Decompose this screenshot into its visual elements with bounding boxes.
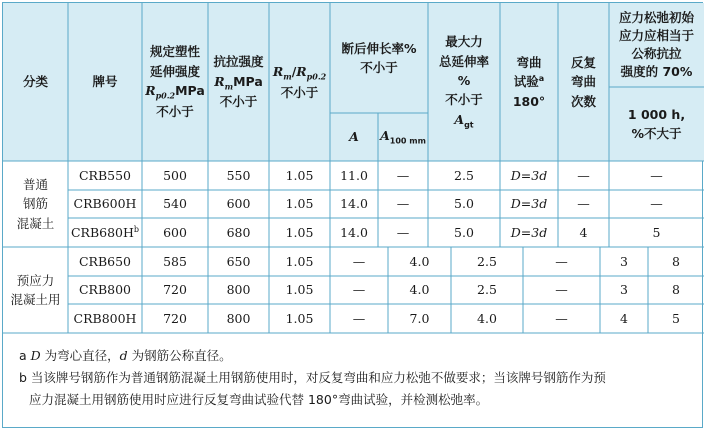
- group-label-ordinary: 普通 钢筋 混凝土: [16, 176, 55, 231]
- table-row-0-rp: 500: [163, 167, 187, 183]
- table-row-0-relax: —: [650, 167, 663, 183]
- table-row-1-agt: 5.0: [454, 196, 474, 212]
- table-row-2-relax: 5: [652, 224, 661, 240]
- footnote-b: b 当该牌号钢筋作为普通钢筋混凝土用钢筋使用时，对反复弯曲和应力松弛不做要求；当该牌号钢筋作为预: [19, 370, 606, 385]
- table-row-3-relax: 8: [672, 253, 680, 269]
- table-row-4-ratio: 1.05: [285, 282, 314, 298]
- table-row-0-agt: 2.5: [454, 167, 474, 183]
- table-row-3-ratio: 1.05: [285, 253, 314, 269]
- table-row-4-bend: —: [555, 282, 568, 298]
- table-row-2-rp: 600: [163, 224, 187, 240]
- table-row-3-agt: 2.5: [477, 253, 497, 269]
- table-row-1-rebend: —: [577, 196, 590, 212]
- table-row-3-a100: 4.0: [409, 253, 430, 269]
- table-row-0-rm: 550: [226, 167, 251, 183]
- table-frame: [2, 2, 703, 428]
- header-stress-relaxation: 应力松弛初始 应力应相当于 公称抗拉 强度的 70%: [618, 9, 694, 80]
- table-row-3-a: —: [352, 253, 366, 269]
- table-row-2-bend: D=3d: [510, 224, 548, 240]
- table-row-4-grade: CRB800: [78, 282, 132, 298]
- header-relaxation-limit: 1 000 h, %不大于: [627, 106, 686, 141]
- table-row-2-rebend: 4: [579, 224, 588, 240]
- header-elongation: 断后伸长率% 不小于: [341, 40, 417, 75]
- table-row-3-grade: CRB650: [78, 253, 132, 269]
- table-row-3-bend: —: [555, 253, 568, 269]
- table-row-5-a: —: [352, 310, 366, 326]
- table-row-5-relax: 5: [672, 310, 680, 326]
- group-label-prestressed: 预应力 混凝土用: [10, 272, 61, 307]
- table-row-5-rm: 800: [226, 310, 251, 326]
- table-row-4-rp: 720: [163, 282, 187, 298]
- table-row-0-bend: D=3d: [510, 167, 548, 183]
- table-row-5-a100: 7.0: [409, 310, 430, 326]
- table-row-3-rm: 650: [226, 253, 251, 269]
- table-footnotes: [19, 345, 699, 411]
- table-row-2-a100: —: [396, 224, 410, 240]
- table-row-4-relax: 8: [672, 282, 680, 298]
- header-category: 分类: [22, 74, 48, 90]
- table-row-5-bend: —: [555, 310, 568, 326]
- header-grade: 牌号: [92, 74, 118, 90]
- table-row-1-ratio: 1.05: [285, 196, 314, 212]
- table-row-0-ratio: 1.05: [285, 167, 314, 183]
- table-row-1-relax: —: [650, 196, 663, 212]
- table-row-1-rm: 600: [226, 196, 251, 212]
- table-row-5-rp: 720: [163, 310, 187, 326]
- table-row-3-rebend: 3: [620, 253, 628, 269]
- table-row-5-rebend: 4: [620, 310, 628, 326]
- table-row-0-a100: —: [396, 167, 410, 183]
- table-row-1-a: 14.0: [340, 196, 368, 212]
- table-row-1-bend: D=3d: [510, 196, 548, 212]
- table-row-0-rebend: —: [577, 167, 590, 183]
- header-bend-test: 弯曲 试验$^a$ 180°: [512, 54, 546, 109]
- table-row-2-grade: $CRB680H^b$: [70, 224, 140, 240]
- table-row-2-a: 14.0: [340, 224, 368, 240]
- table-row-2-agt: 5.0: [454, 224, 474, 240]
- table-row-5-agt: 4.0: [477, 310, 497, 326]
- table-row-3-rp: 585: [163, 253, 187, 269]
- table-row-0-grade: CRB550: [78, 167, 132, 183]
- table-row-1-a100: —: [396, 196, 410, 212]
- table-row-2-ratio: 1.05: [285, 224, 314, 240]
- header-elongation-a100: $A_{100 mm}$: [380, 128, 426, 146]
- table-row-1-rp: 540: [163, 196, 187, 212]
- header-yield-strength: 规定塑性 延伸强度 $R_{p0.2}MPa$ 不小于: [145, 44, 205, 120]
- footnote-a: a D 为弯心直径，d 为钢筋公称直径。: [19, 348, 232, 363]
- table-row-4-rm: 800: [226, 282, 251, 298]
- header-reverse-bend: 反复 弯曲 次数: [570, 54, 596, 109]
- header-elongation-a: A: [349, 129, 359, 145]
- table-row-2-rm: 680: [226, 224, 251, 240]
- table-row-4-rebend: 3: [620, 282, 628, 298]
- table-row-4-a: —: [352, 282, 366, 298]
- header-total-elongation: 最大力 总延伸率 % 不小于 $A_{gt}$: [438, 34, 489, 130]
- header-tensile-strength: 抗拉强度 $R_mMPa$ 不小于: [213, 54, 264, 110]
- table-row-5-grade: CRB800H: [73, 310, 137, 326]
- table-row-5-ratio: 1.05: [285, 310, 314, 326]
- table-row-0-a: 11.0: [340, 167, 368, 183]
- table-row-1-grade: CRB600H: [73, 196, 137, 212]
- header-strength-ratio: $R_m/R_{p0.2}$ 不小于: [272, 63, 327, 100]
- footnote-b-continued: 应力混凝土用钢筋使用时应进行反复弯曲试验代替 180°弯曲试验，并检测松弛率。: [29, 392, 489, 407]
- table-row-4-a100: 4.0: [409, 282, 430, 298]
- table-row-4-agt: 2.5: [477, 282, 497, 298]
